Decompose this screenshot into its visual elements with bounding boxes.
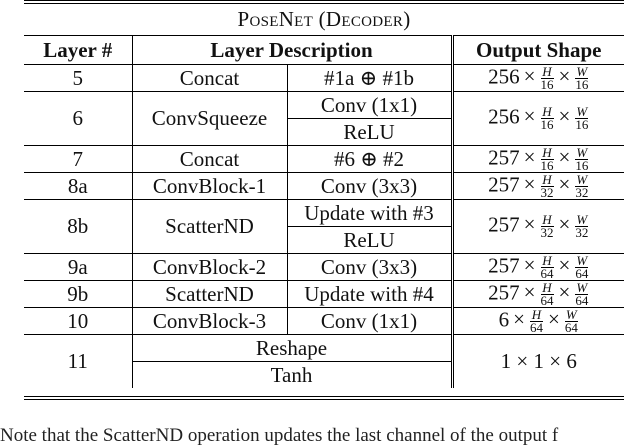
fraction-numerator: H bbox=[542, 144, 552, 160]
layer-operation: Tanh bbox=[132, 362, 452, 389]
shape-channels: 257 bbox=[488, 252, 520, 277]
fraction-denominator: 32 bbox=[540, 225, 554, 240]
fraction-denominator: 64 bbox=[575, 292, 589, 308]
table-row bbox=[24, 65, 624, 92]
fraction-denominator: 64 bbox=[540, 292, 554, 308]
shape-channels: 257 bbox=[488, 212, 520, 237]
shape-channels: 256 bbox=[488, 104, 520, 129]
layer-operation: #1a ⊕ #1b bbox=[287, 65, 452, 92]
fraction-denominator: 32 bbox=[575, 225, 589, 240]
times-symbol: × bbox=[558, 144, 571, 169]
fraction-denominator: 16 bbox=[540, 76, 554, 92]
fraction-denominator: 64 bbox=[564, 319, 578, 335]
header-description: Layer Description bbox=[132, 36, 452, 65]
table-row bbox=[24, 200, 624, 227]
times-symbol: × bbox=[523, 104, 536, 129]
output-shape-cell bbox=[452, 173, 624, 200]
width-fraction bbox=[575, 279, 589, 308]
layer-block: ConvSqueeze bbox=[132, 92, 287, 146]
layer-operation: ReLU bbox=[287, 227, 452, 254]
times-symbol: × bbox=[558, 104, 571, 129]
width-fraction bbox=[575, 63, 589, 92]
fraction-denominator: 64 bbox=[530, 319, 543, 335]
layer-number: 9b bbox=[24, 281, 132, 308]
layer-block: Concat bbox=[132, 65, 287, 92]
layer-operation: Conv (1x1) bbox=[287, 308, 452, 335]
fraction-numerator: W bbox=[565, 306, 577, 322]
layer-number: 6 bbox=[24, 92, 132, 146]
times-symbol: × bbox=[523, 212, 536, 237]
table-row bbox=[24, 173, 624, 200]
fraction-numerator: H bbox=[542, 212, 552, 227]
width-fraction bbox=[575, 144, 589, 173]
layer-number: 5 bbox=[24, 65, 132, 92]
times-symbol: × bbox=[558, 63, 571, 88]
fraction-numerator: W bbox=[576, 144, 588, 160]
table-row bbox=[24, 254, 624, 281]
layer-block: ConvBlock-3 bbox=[132, 308, 287, 335]
layer-block: Concat bbox=[132, 146, 287, 173]
output-shape-cell bbox=[452, 281, 624, 308]
layer-operation: Update with #4 bbox=[287, 281, 452, 308]
times-symbol: × bbox=[513, 306, 525, 331]
height-fraction bbox=[540, 144, 554, 173]
layer-operation: Conv (3x3) bbox=[287, 254, 452, 281]
output-shape-cell bbox=[452, 146, 624, 173]
fraction-denominator: 64 bbox=[540, 265, 554, 281]
width-fraction bbox=[575, 252, 589, 281]
times-symbol: × bbox=[523, 171, 536, 196]
fraction-denominator: 16 bbox=[575, 117, 589, 132]
times-symbol: × bbox=[558, 212, 571, 237]
times-symbol: × bbox=[558, 171, 571, 196]
output-shape-cell bbox=[452, 254, 624, 281]
times-symbol: × bbox=[523, 63, 536, 88]
fraction-numerator: H bbox=[542, 63, 552, 79]
layer-operation: Conv (1x1) bbox=[287, 92, 452, 119]
fraction-numerator: H bbox=[542, 279, 552, 295]
output-shape-cell bbox=[452, 335, 624, 389]
decoder-table bbox=[24, 0, 624, 400]
fraction-numerator: H bbox=[542, 104, 552, 119]
width-fraction bbox=[564, 306, 578, 335]
height-fraction bbox=[541, 106, 554, 131]
height-fraction bbox=[530, 306, 543, 335]
layer-number: 10 bbox=[24, 308, 132, 335]
width-fraction bbox=[575, 171, 589, 200]
header-output: Output Shape bbox=[452, 36, 624, 65]
table-row bbox=[24, 146, 624, 173]
times-symbol: × bbox=[523, 144, 536, 169]
height-fraction bbox=[541, 214, 554, 239]
shape-channels: 256 bbox=[488, 63, 520, 88]
fraction-denominator: 16 bbox=[540, 157, 554, 173]
bottom-rule bbox=[24, 396, 624, 397]
output-shape-cell bbox=[452, 200, 624, 254]
height-fraction bbox=[540, 171, 554, 200]
fraction-denominator: 32 bbox=[575, 184, 589, 200]
fraction-numerator: H bbox=[542, 171, 552, 187]
times-symbol: × bbox=[523, 279, 536, 304]
layer-number: 7 bbox=[24, 146, 132, 173]
output-shape-cell bbox=[452, 65, 624, 92]
layer-block: ScatterND bbox=[132, 200, 287, 254]
width-fraction bbox=[575, 106, 588, 131]
top-rule bbox=[24, 0, 624, 1]
layer-block: ScatterND bbox=[132, 281, 287, 308]
fraction-denominator: 16 bbox=[575, 157, 589, 173]
fraction-numerator: W bbox=[576, 252, 588, 268]
bottom-rule-double bbox=[24, 399, 624, 400]
output-shape-cell bbox=[452, 308, 624, 335]
fraction-numerator: W bbox=[576, 212, 588, 227]
header-layer: Layer # bbox=[24, 36, 132, 65]
fraction-numerator: H bbox=[531, 306, 542, 322]
table-title: PoseNet (Decoder) bbox=[237, 7, 411, 31]
fraction-denominator: 16 bbox=[575, 76, 589, 92]
output-shape: 1 × 1 × 6 bbox=[500, 349, 577, 373]
layer-block: ConvBlock-2 bbox=[132, 254, 287, 281]
fraction-numerator: W bbox=[576, 171, 588, 187]
layer-number: 9a bbox=[24, 254, 132, 281]
layer-operation: #6 ⊕ #2 bbox=[287, 146, 452, 173]
shape-channels: 257 bbox=[488, 171, 520, 196]
layer-table bbox=[24, 35, 624, 388]
fraction-denominator: 16 bbox=[540, 117, 554, 132]
height-fraction bbox=[540, 279, 554, 308]
times-symbol: × bbox=[523, 252, 536, 277]
fraction-numerator: W bbox=[576, 63, 588, 79]
table-row bbox=[24, 335, 624, 362]
layer-number: 11 bbox=[24, 335, 132, 389]
shape-channels: 257 bbox=[488, 144, 520, 169]
fraction-numerator: H bbox=[542, 252, 552, 268]
shape-channels: 257 bbox=[488, 279, 520, 304]
height-fraction bbox=[540, 252, 554, 281]
height-fraction bbox=[540, 63, 554, 92]
fraction-denominator: 64 bbox=[575, 265, 589, 281]
table-row bbox=[24, 92, 624, 119]
table-row bbox=[24, 281, 624, 308]
table-row bbox=[24, 308, 624, 335]
fraction-numerator: W bbox=[576, 279, 588, 295]
fraction-denominator: 32 bbox=[540, 184, 554, 200]
header-row bbox=[24, 36, 624, 65]
layer-block: ConvBlock-1 bbox=[132, 173, 287, 200]
times-symbol: × bbox=[548, 306, 560, 331]
times-symbol: × bbox=[558, 252, 571, 277]
output-shape-cell bbox=[452, 92, 624, 146]
width-fraction bbox=[575, 214, 588, 239]
fraction-numerator: W bbox=[576, 104, 588, 119]
layer-operation: Conv (3x3) bbox=[287, 173, 452, 200]
caption-text: Note that the ScatterND operation updates the last channel of the output f bbox=[0, 425, 559, 446]
times-symbol: × bbox=[558, 279, 571, 304]
layer-operation: ReLU bbox=[287, 119, 452, 146]
shape-channels: 6 bbox=[498, 306, 510, 331]
layer-number: 8b bbox=[24, 200, 132, 254]
layer-operation: Reshape bbox=[132, 335, 452, 362]
layer-number: 8a bbox=[24, 173, 132, 200]
layer-operation: Update with #3 bbox=[287, 200, 452, 227]
